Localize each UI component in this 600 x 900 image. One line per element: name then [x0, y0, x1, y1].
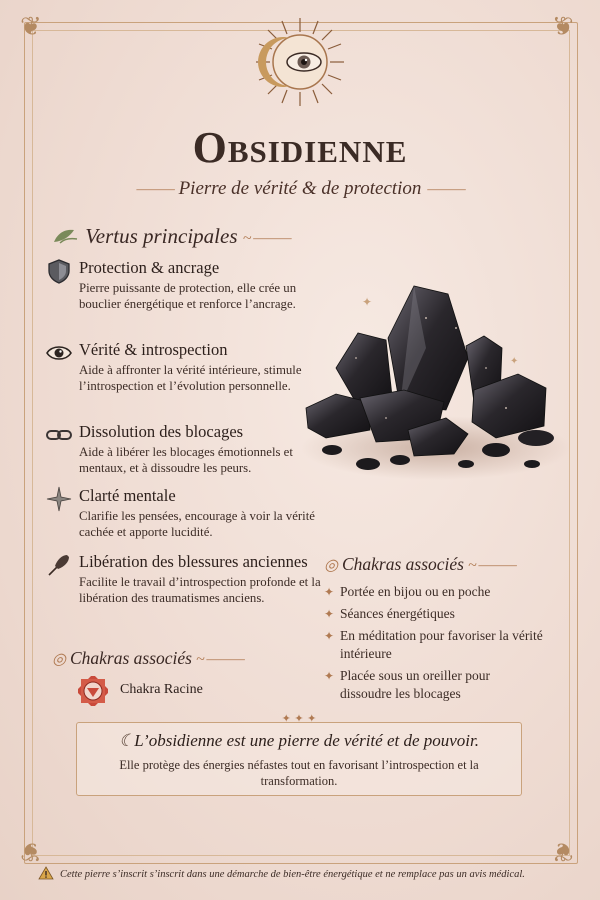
virtue-item	[46, 552, 321, 628]
star-bullet-icon: ✦	[324, 629, 335, 643]
uses-heading-text: Chakras associés	[341, 554, 464, 574]
flourish-icon: ⸻	[421, 181, 466, 198]
chakra-label: Chakra Racine	[120, 682, 203, 697]
list-item	[324, 605, 544, 623]
use-text: En méditation pour favoriser la vérité intérieure	[340, 628, 543, 661]
sun-eye-logo-icon	[254, 16, 346, 108]
virtue-title: Clarté mentale	[79, 486, 176, 505]
quote-title-text: L’obsidienne est une pierre de vérité et de pouvoir.	[134, 731, 480, 750]
quote-title	[77, 731, 521, 751]
flourish-icon: ⸻	[134, 181, 179, 198]
use-text: Portée en bijou ou en poche	[340, 584, 491, 599]
chakras-heading	[52, 646, 245, 669]
leaf-icon	[50, 226, 80, 246]
virtue-item	[46, 258, 321, 330]
stars-ornament-icon: ✦ ✦ ✦	[281, 712, 317, 725]
corner-ornament-icon: ❦	[552, 836, 574, 866]
virtue-item	[46, 486, 321, 546]
virtues-heading-text: Vertus principales	[85, 224, 238, 248]
virtue-desc: Facilite le travail d’introspection profonde et la libération des traumatismes anciens.	[79, 575, 321, 605]
use-text: Placée sous un oreiller pour dissoudre les blocages	[340, 668, 490, 701]
eye-icon	[46, 340, 72, 366]
obsidian-crystal-illustration	[296, 278, 570, 488]
list-item	[324, 583, 544, 601]
corner-ornament-icon: ❦	[20, 12, 42, 42]
star-bullet-icon: ✦	[324, 607, 335, 621]
virtue-desc: Aide à affronter la vérité intérieure, stimule l’introspection et l’évolution personnelle.	[79, 363, 302, 393]
uses-list	[324, 583, 544, 707]
virtue-item	[46, 340, 321, 412]
corner-ornament-icon: ❦	[20, 836, 42, 866]
shield-icon	[46, 258, 72, 284]
corner-ornament-icon: ❦	[552, 12, 574, 42]
use-text: Séances énergétiques	[340, 606, 455, 621]
flourish-icon: ~⸻	[191, 651, 245, 668]
virtue-title: Dissolution des blocages	[79, 422, 244, 441]
quote-text: Elle protège des énergies néfastes tout en favorisant l’introspection et la transformation.	[119, 758, 479, 788]
page-title: Obsidienne	[192, 123, 408, 172]
sparkle-icon	[46, 486, 72, 512]
uses-heading	[324, 552, 517, 575]
star-bullet-icon: ✦	[324, 585, 335, 599]
virtue-desc: Clarifie les pensées, encourage à voir la vérité cachée et apporte lucidité.	[79, 509, 315, 539]
feather-icon	[46, 552, 72, 578]
list-item	[324, 627, 544, 663]
svg-text:✦: ✦	[510, 356, 519, 367]
quote-box	[76, 712, 522, 796]
list-item	[324, 667, 544, 703]
swirl-icon: ◎	[52, 651, 70, 668]
virtue-title: Libération des blessures anciennes	[79, 552, 308, 571]
virtue-item	[46, 422, 321, 482]
virtue-title: Protection & ancrage	[79, 258, 220, 277]
virtues-heading	[50, 224, 291, 249]
virtue-title: Vérité & introspection	[79, 340, 228, 359]
subtitle	[0, 176, 600, 200]
chakras-heading-text: Chakras associés	[69, 648, 192, 668]
swirl-icon: ◎	[324, 557, 342, 574]
root-chakra-icon	[78, 676, 108, 706]
flourish-icon: ~⸻	[242, 230, 292, 247]
virtue-desc: Pierre puissante de protection, elle crée un bouclier énergétique et renforce l’ancrage.	[79, 281, 297, 311]
crescent-moon-icon: ☾	[118, 731, 135, 750]
flourish-icon: ~⸻	[463, 557, 517, 574]
disclaimer	[38, 866, 578, 880]
star-bullet-icon: ✦	[324, 669, 335, 683]
virtue-desc: Aide à libérer les blocages émotionnels et mentaux, et à dissoudre les peurs.	[79, 445, 293, 475]
chain-link-icon	[46, 422, 72, 448]
disclaimer-text: Cette pierre s’inscrit s’inscrit dans une démarche de bien-être énergétique et ne remplace pas un avis médical.	[60, 869, 525, 880]
warning-icon	[38, 866, 54, 880]
svg-text:✦: ✦	[362, 295, 373, 309]
subtitle-text: Pierre de vérité & de protection	[178, 178, 422, 199]
